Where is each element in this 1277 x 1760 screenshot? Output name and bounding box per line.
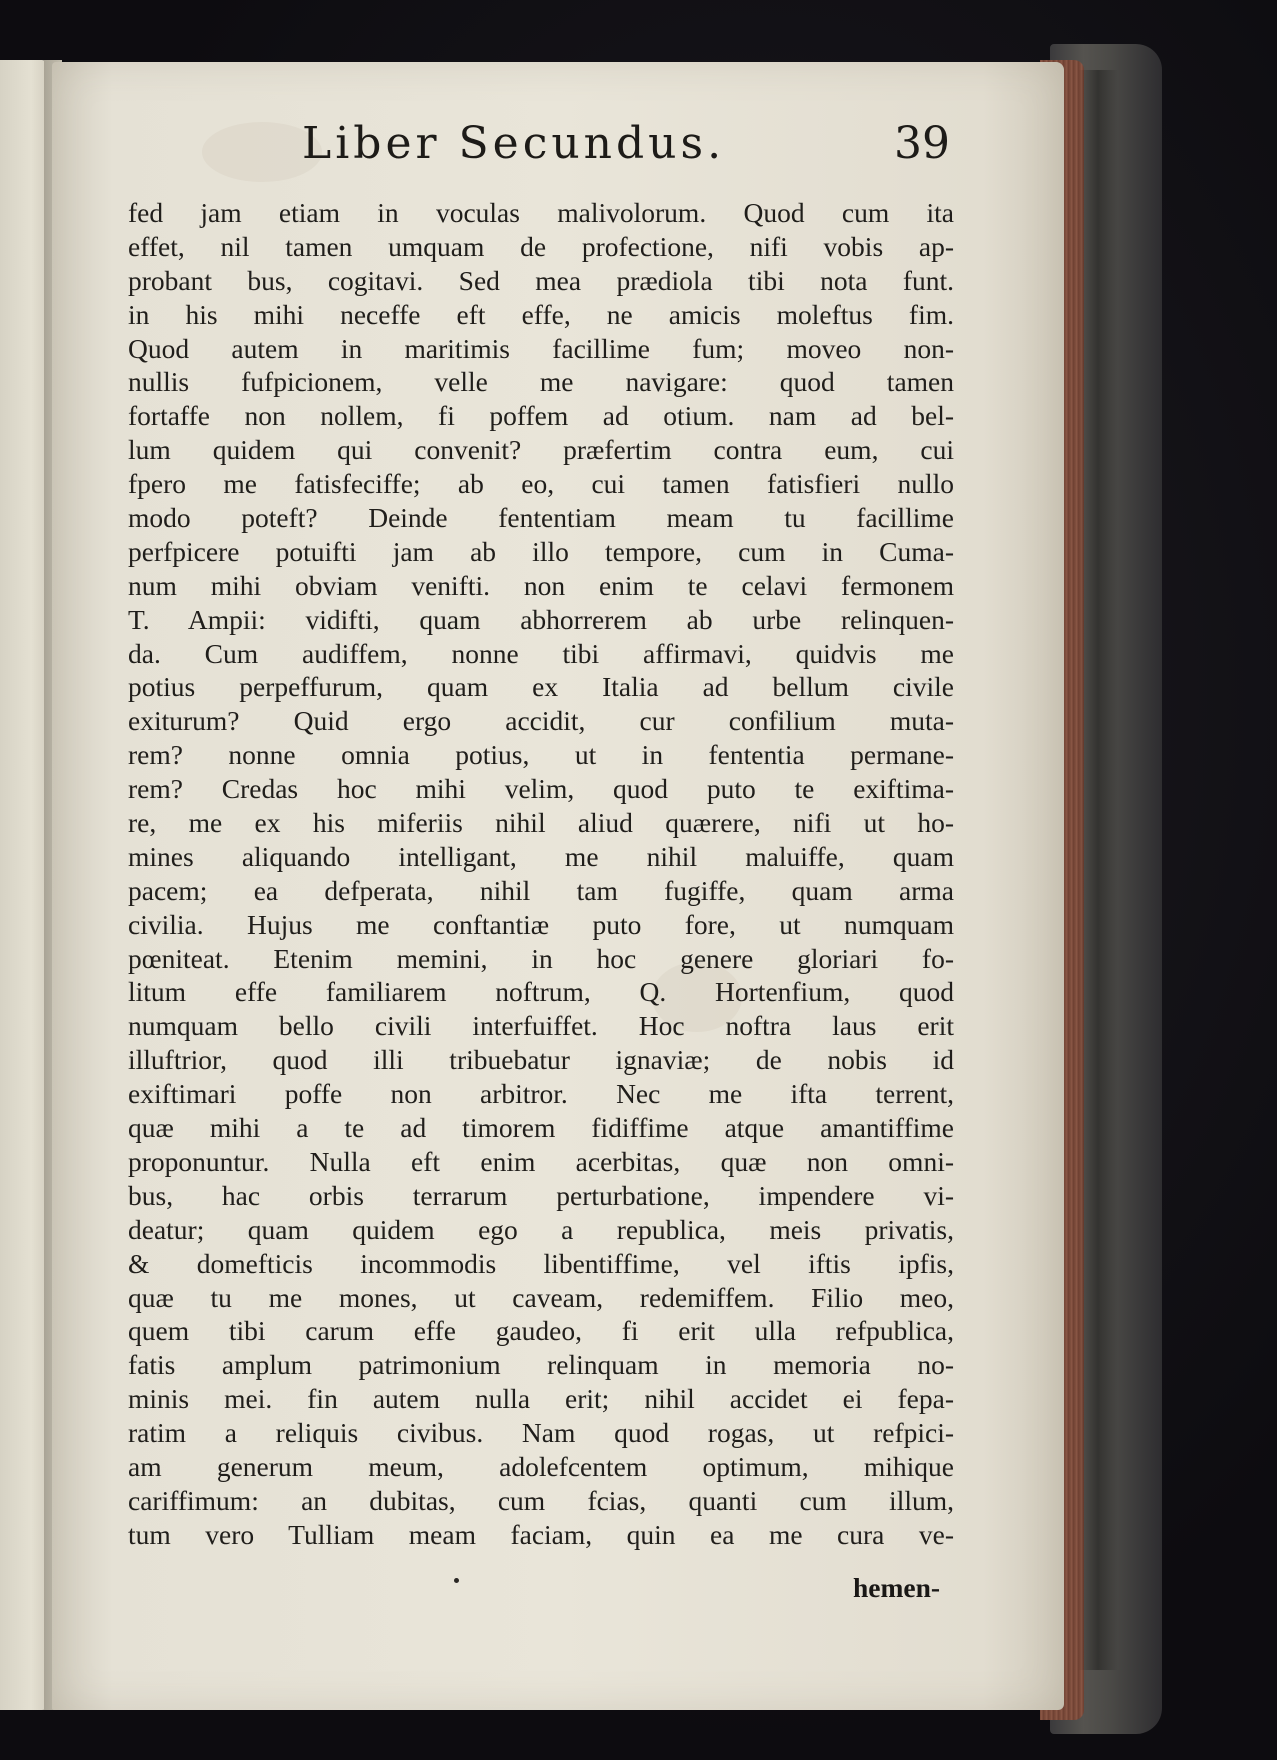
text-line: fed jam etiam in voculas malivolorum. Quod cum ita [128,197,954,228]
text-line: in his mihi neceffe eft effe, ne amicis moleftus fim. [128,298,954,330]
text-line: re, me ex his miferiis nihil aliud quærere, nifi ut ho- [128,807,954,839]
page-header [302,112,962,182]
text-line: ratim a reliquis civibus. Nam quod rogas, ut refpici- [128,1417,954,1449]
text-line: litum effe familiarem noftrum, Q. Hortenfium, quod [128,976,954,1008]
page-number: 39 [894,118,950,169]
text-line: rem? Credas hoc mihi velim, quod puto te exiftima- [128,773,954,805]
text-line: T. Ampii: vidifti, quam abhorrerem ab urbe relinquen- [128,603,954,635]
text-line: da. Cum audiffem, nonne tibi affirmavi, quidvis me [128,637,954,669]
text-line: minis mei. fin autem nulla erit; nihil accidet ei fepa- [128,1383,954,1415]
body-text [128,196,954,1552]
text-line: modo poteft? Deinde fententiam meam tu facillime [128,502,954,534]
text-line: exiftimari poffe non arbitror. Nec me ifta terrent, [128,1078,954,1110]
text-line: nullis fufpicionem, velle me navigare: quod tamen [128,366,954,398]
text-line: exiturum? Quid ergo accidit, cur confilium muta- [128,705,954,737]
text-line: cariffimum: an dubitas, cum fcias, quanti cum illum, [128,1484,954,1516]
text-line: illuftrior, quod illi tribuebatur ignaviæ; de nobis id [128,1044,954,1076]
text-line: fortaffe non nollem, fi poffem ad otium. nam ad bel- [128,400,954,432]
text-line: pacem; ea defperata, nihil tam fugiffe, quam arma [128,874,954,906]
text-line: quæ tu me mones, ut caveam, redemiffem. Filio meo, [128,1281,954,1313]
text-line: pœniteat. Etenim memini, in hoc genere gloriari fo- [128,942,954,974]
text-line: probant bus, cogitavi. Sed mea prædiola tibi nota funt. [128,264,954,296]
text-line: mines aliquando intelligant, me nihil maluiffe, quam [128,840,954,872]
text-line: perfpicere potuifti jam ab illo tempore, cum in Cuma- [128,535,954,567]
text-line: Quod autem in maritimis facillime fum; moveo non- [128,332,954,364]
text-line: potius perpeffurum, quam ex Italia ad bellum civile [128,671,954,703]
text-line: quem tibi carum effe gaudeo, fi erit ulla refpublica, [128,1315,954,1347]
text-line: tum vero Tulliam meam faciam, quin ea me cura ve- [128,1518,954,1550]
text-line: quæ mihi a te ad timorem fidiffime atque amantiffime [128,1112,954,1144]
text-line: fpero me fatisfeciffe; ab eo, cui tamen fatisfieri nullo [128,468,954,500]
text-line: & domefticis incommodis libentiffime, vel iftis ipfis, [128,1247,954,1279]
running-title: Liber Secundus. [302,118,726,169]
cover-shadow [1078,70,1118,1670]
text-line: rem? nonne omnia potius, ut in fententia permane- [128,739,954,771]
text-line: fatis amplum patrimonium relinquam in memoria no- [128,1349,954,1381]
text-line: bus, hac orbis terrarum perturbatione, impendere vi- [128,1179,954,1211]
text-line: am generum meum, adolefcentem optimum, mihique [128,1450,954,1482]
text-line: num mihi obviam venifti. non enim te celavi fermonem [128,569,954,601]
signature-mark [454,1578,459,1583]
text-line: deatur; quam quidem ego a republica, meis privatis, [128,1213,954,1245]
text-line: effet, nil tamen umquam de profectione, nifi vobis ap- [128,230,954,262]
text-line: numquam bello civili interfuiffet. Hoc noftra laus erit [128,1010,954,1042]
text-line: lum quidem qui convenit? præfertim contra eum, cui [128,434,954,466]
text-line: proponuntur. Nulla eft enim acerbitas, quæ non omni- [128,1145,954,1177]
catchword: hemen- [853,1572,941,1603]
text-line: civilia. Hujus me conftantiæ puto fore, ut numquam [128,908,954,940]
